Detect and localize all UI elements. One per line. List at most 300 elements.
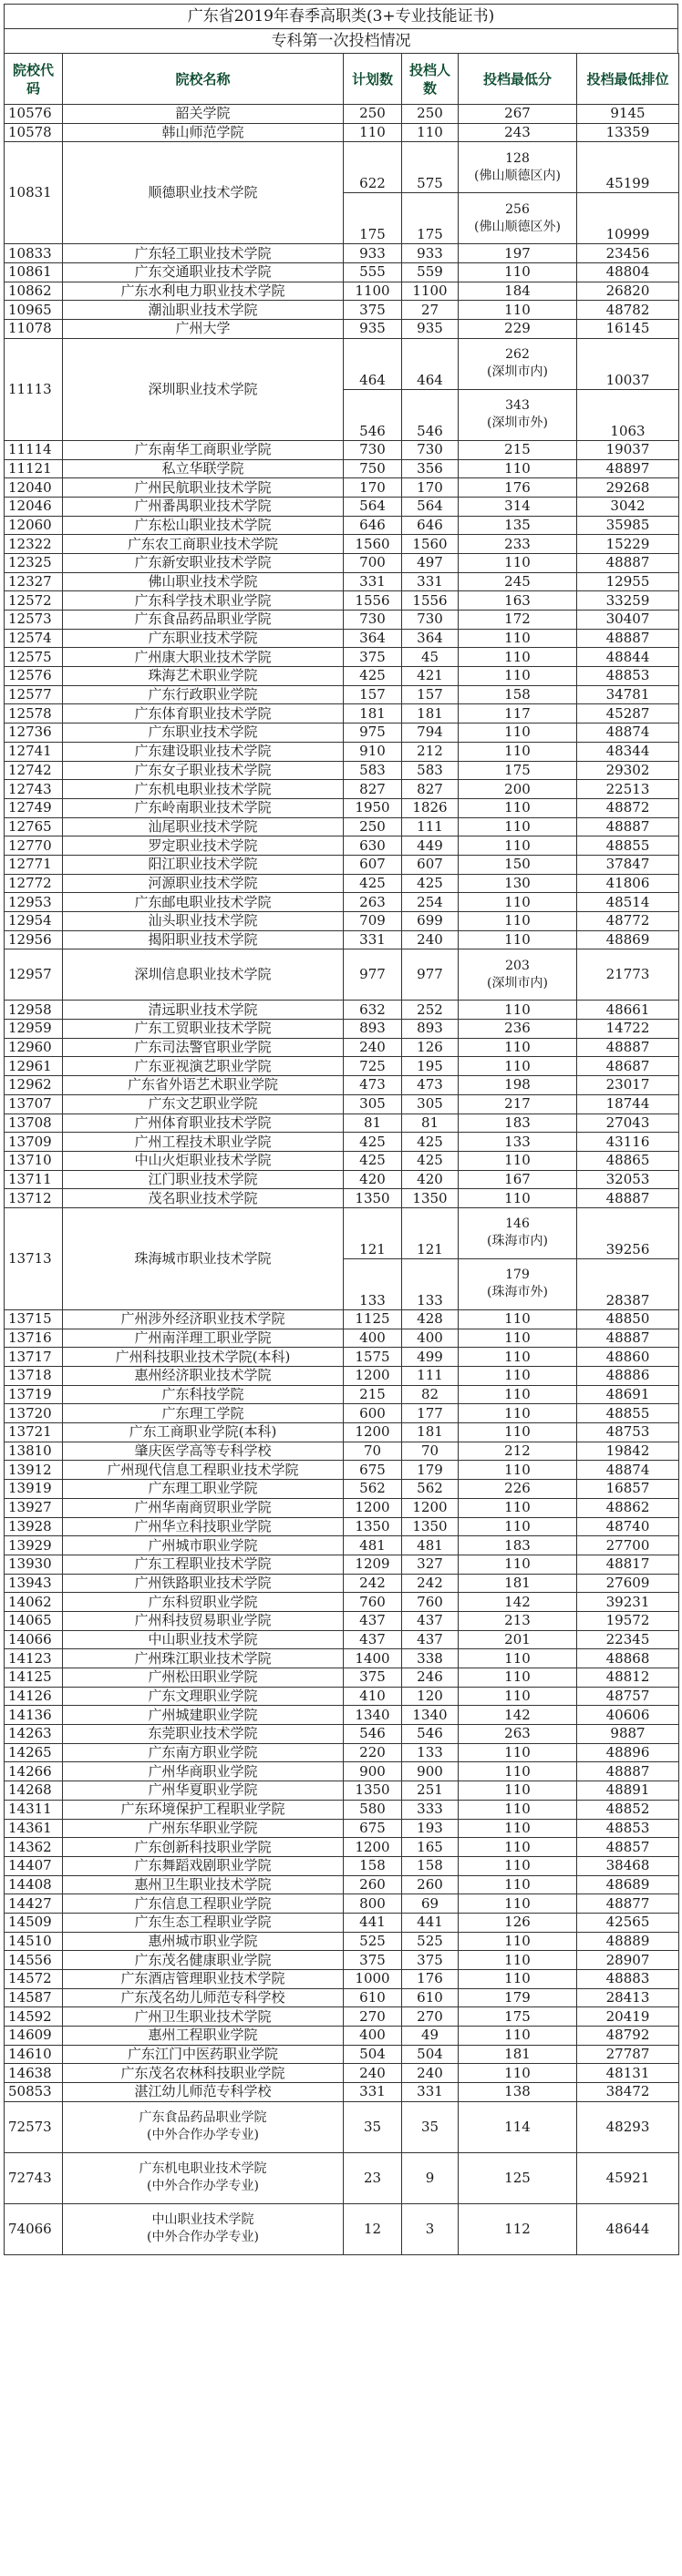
min-score: 110 bbox=[459, 893, 577, 912]
school-name: 广东南华工商职业学院 bbox=[63, 440, 344, 459]
min-rank: 48753 bbox=[577, 1423, 679, 1442]
plan-count: 81 bbox=[344, 1114, 402, 1133]
school-name: 广东生态工程职业学院 bbox=[63, 1913, 344, 1932]
admitted-count: 177 bbox=[402, 1404, 459, 1423]
table-row bbox=[5, 1894, 679, 1914]
table-row bbox=[5, 1781, 679, 1801]
school-code: 74066 bbox=[5, 2203, 63, 2254]
school-name: 广东农工商职业技术学院 bbox=[63, 535, 344, 554]
admitted-count: 111 bbox=[402, 817, 459, 836]
plan-count: 263 bbox=[344, 893, 402, 912]
school-name-value: 中山职业技术学院 bbox=[151, 2212, 254, 2228]
school-code: 10833 bbox=[5, 244, 63, 263]
plan-count: 525 bbox=[344, 1932, 402, 1951]
min-rank: 48872 bbox=[577, 798, 679, 817]
header-min-score: 投档最低分 bbox=[459, 54, 577, 105]
table-row bbox=[5, 244, 679, 263]
school-code: 14123 bbox=[5, 1649, 63, 1668]
school-code: 50853 bbox=[5, 2083, 63, 2102]
plan-count: 975 bbox=[344, 724, 402, 743]
table-row bbox=[5, 836, 679, 856]
plan-count: 240 bbox=[344, 1038, 402, 1057]
plan-count: 1125 bbox=[344, 1309, 402, 1329]
plan-count: 730 bbox=[344, 440, 402, 459]
min-score: 110 bbox=[459, 1555, 577, 1574]
min-rank: 37847 bbox=[577, 855, 679, 874]
plan-count: 562 bbox=[344, 1480, 402, 1499]
min-rank: 42565 bbox=[577, 1913, 679, 1932]
min-rank: 10999 bbox=[577, 193, 679, 244]
school-name-note: (中外合作办学专业) bbox=[147, 2230, 259, 2245]
school-code: 10831 bbox=[5, 142, 63, 244]
school-code: 13929 bbox=[5, 1536, 63, 1555]
min-score: 183 bbox=[459, 1114, 577, 1133]
min-rank: 45921 bbox=[577, 2152, 679, 2203]
plan-count: 675 bbox=[344, 1461, 402, 1480]
school-name-value: 广东机电职业技术学院 bbox=[139, 2161, 267, 2177]
table-row bbox=[5, 1038, 679, 1057]
min-rank: 33259 bbox=[577, 591, 679, 611]
min-rank: 16145 bbox=[577, 320, 679, 339]
school-code: 12572 bbox=[5, 591, 63, 611]
min-rank: 22345 bbox=[577, 1630, 679, 1649]
school-code: 12574 bbox=[5, 629, 63, 648]
min-rank: 48855 bbox=[577, 836, 679, 856]
table-row bbox=[5, 1094, 679, 1114]
plan-count: 1200 bbox=[344, 1498, 402, 1517]
school-code: 13708 bbox=[5, 1114, 63, 1133]
table-row bbox=[5, 1574, 679, 1593]
plan-count: 893 bbox=[344, 1020, 402, 1039]
min-rank: 28413 bbox=[577, 1988, 679, 2007]
school-code: 12322 bbox=[5, 535, 63, 554]
min-score bbox=[459, 389, 577, 440]
table-row bbox=[5, 1762, 679, 1781]
min-rank: 48514 bbox=[577, 893, 679, 912]
admitted-count: 575 bbox=[402, 142, 459, 193]
min-score-value: 146 bbox=[505, 1216, 530, 1232]
admitted-count: 437 bbox=[402, 1630, 459, 1649]
school-code: 12736 bbox=[5, 724, 63, 743]
plan-count: 546 bbox=[344, 1725, 402, 1744]
table-row bbox=[5, 667, 679, 686]
region-note: (珠海市内) bbox=[487, 1234, 548, 1249]
min-rank: 23456 bbox=[577, 244, 679, 263]
min-rank: 27609 bbox=[577, 1574, 679, 1593]
plan-count: 425 bbox=[344, 1151, 402, 1170]
table-row bbox=[5, 1517, 679, 1536]
school-code: 12953 bbox=[5, 893, 63, 912]
min-score: 110 bbox=[459, 1743, 577, 1762]
plan-count: 977 bbox=[344, 949, 402, 1001]
school-name: 顺德职业技术学院 bbox=[63, 142, 344, 244]
plan-count: 240 bbox=[344, 2064, 402, 2083]
min-rank: 45199 bbox=[577, 142, 679, 193]
school-name: 潮汕职业技术学院 bbox=[63, 301, 344, 320]
admitted-count: 546 bbox=[402, 389, 459, 440]
admitted-count: 583 bbox=[402, 761, 459, 780]
plan-count: 400 bbox=[344, 2027, 402, 2046]
min-rank: 14722 bbox=[577, 1020, 679, 1039]
school-code: 14610 bbox=[5, 2045, 63, 2064]
min-score: 110 bbox=[459, 263, 577, 282]
school-code: 12749 bbox=[5, 798, 63, 817]
school-code: 13718 bbox=[5, 1367, 63, 1386]
min-score: 175 bbox=[459, 2007, 577, 2027]
min-rank: 48896 bbox=[577, 1743, 679, 1762]
admitted-count: 246 bbox=[402, 1668, 459, 1688]
school-name: 广东创新科技职业学院 bbox=[63, 1838, 344, 1857]
admitted-count: 82 bbox=[402, 1385, 459, 1404]
min-rank: 41806 bbox=[577, 874, 679, 893]
school-code: 13715 bbox=[5, 1309, 63, 1329]
school-name: 中山火炬职业技术学院 bbox=[63, 1151, 344, 1170]
table-row bbox=[5, 1800, 679, 1819]
min-rank: 48691 bbox=[577, 1385, 679, 1404]
school-code: 13930 bbox=[5, 1555, 63, 1574]
school-code: 12962 bbox=[5, 1076, 63, 1095]
min-score: 184 bbox=[459, 282, 577, 301]
min-score-value: 203 bbox=[505, 958, 530, 973]
min-rank: 15229 bbox=[577, 535, 679, 554]
admitted-count: 428 bbox=[402, 1309, 459, 1329]
admitted-count: 356 bbox=[402, 459, 459, 478]
min-rank: 48874 bbox=[577, 724, 679, 743]
min-rank: 40606 bbox=[577, 1706, 679, 1725]
plan-count: 1350 bbox=[344, 1517, 402, 1536]
admitted-count: 9 bbox=[402, 2152, 459, 2203]
admitted-count: 437 bbox=[402, 1611, 459, 1630]
school-name: 广东工贸职业技术学院 bbox=[63, 1020, 344, 1039]
min-score: 110 bbox=[459, 1367, 577, 1386]
school-code: 12040 bbox=[5, 478, 63, 498]
school-name: 广东邮电职业技术学院 bbox=[63, 893, 344, 912]
min-score: 181 bbox=[459, 1574, 577, 1593]
table-row bbox=[5, 1442, 679, 1461]
min-score: 110 bbox=[459, 1800, 577, 1819]
school-code: 14587 bbox=[5, 1988, 63, 2007]
plan-count: 437 bbox=[344, 1611, 402, 1630]
document-subtitle: 专科第一次投档情况 bbox=[271, 32, 411, 50]
school-name: 广东科技学院 bbox=[63, 1385, 344, 1404]
admitted-count: 425 bbox=[402, 874, 459, 893]
min-rank: 48883 bbox=[577, 1970, 679, 1989]
admitted-count: 270 bbox=[402, 2007, 459, 2027]
min-rank: 48689 bbox=[577, 1875, 679, 1894]
school-name: 汕尾职业技术学院 bbox=[63, 817, 344, 836]
table-row bbox=[5, 817, 679, 836]
min-score: 110 bbox=[459, 1951, 577, 1970]
min-score: 233 bbox=[459, 535, 577, 554]
min-rank: 27043 bbox=[577, 1114, 679, 1133]
school-name: 汕头职业技术学院 bbox=[63, 912, 344, 931]
admitted-count: 504 bbox=[402, 2045, 459, 2064]
min-score: 198 bbox=[459, 1076, 577, 1095]
plan-count: 1350 bbox=[344, 1189, 402, 1208]
min-score: 138 bbox=[459, 2083, 577, 2102]
min-score: 125 bbox=[459, 2152, 577, 2203]
plan-count: 375 bbox=[344, 1668, 402, 1688]
table-row bbox=[5, 1536, 679, 1555]
school-code: 14062 bbox=[5, 1593, 63, 1612]
table-row bbox=[5, 1367, 679, 1386]
table-row bbox=[5, 1687, 679, 1706]
table-row bbox=[5, 761, 679, 780]
admitted-count: 607 bbox=[402, 855, 459, 874]
admitted-count: 305 bbox=[402, 1094, 459, 1114]
min-score: 150 bbox=[459, 855, 577, 874]
min-rank: 3042 bbox=[577, 497, 679, 516]
min-rank: 48757 bbox=[577, 1687, 679, 1706]
school-name: 广州珠江职业技术学院 bbox=[63, 1649, 344, 1668]
admitted-count: 1200 bbox=[402, 1498, 459, 1517]
table-row bbox=[5, 1649, 679, 1668]
plan-count: 583 bbox=[344, 761, 402, 780]
admitted-count: 240 bbox=[402, 2064, 459, 2083]
table-row bbox=[5, 1668, 679, 1688]
table-row bbox=[5, 1706, 679, 1725]
header-min-rank: 投档最低排位 bbox=[577, 54, 679, 105]
school-name: 广东女子职业技术学院 bbox=[63, 761, 344, 780]
admitted-count: 327 bbox=[402, 1555, 459, 1574]
plan-count: 133 bbox=[344, 1258, 402, 1309]
school-code: 13716 bbox=[5, 1329, 63, 1348]
table-row bbox=[5, 1593, 679, 1612]
plan-count: 610 bbox=[344, 1988, 402, 2007]
min-score: 110 bbox=[459, 629, 577, 648]
school-name: 韩山师范学院 bbox=[63, 123, 344, 142]
table-row bbox=[5, 1057, 679, 1076]
school-code: 14066 bbox=[5, 1630, 63, 1649]
school-code: 12742 bbox=[5, 761, 63, 780]
school-name: 广东新安职业技术学院 bbox=[63, 553, 344, 572]
school-name: 广州工程技术职业学院 bbox=[63, 1133, 344, 1152]
admitted-count: 70 bbox=[402, 1442, 459, 1461]
min-score: 110 bbox=[459, 553, 577, 572]
min-rank: 48887 bbox=[577, 1762, 679, 1781]
school-name: 广东文艺职业学院 bbox=[63, 1094, 344, 1114]
min-score bbox=[459, 1258, 577, 1309]
plan-count: 1400 bbox=[344, 1649, 402, 1668]
admitted-count: 242 bbox=[402, 1574, 459, 1593]
admitted-count: 170 bbox=[402, 478, 459, 498]
min-score-value: 179 bbox=[505, 1267, 530, 1283]
plan-count: 464 bbox=[344, 338, 402, 389]
admitted-count: 893 bbox=[402, 1020, 459, 1039]
school-name: 中山职业技术学院 bbox=[63, 1630, 344, 1649]
school-code: 11121 bbox=[5, 459, 63, 478]
plan-count: 181 bbox=[344, 704, 402, 724]
min-score: 110 bbox=[459, 912, 577, 931]
school-code: 12577 bbox=[5, 685, 63, 704]
school-code: 14427 bbox=[5, 1894, 63, 1914]
table-row bbox=[5, 1329, 679, 1348]
plan-count: 70 bbox=[344, 1442, 402, 1461]
min-rank: 48865 bbox=[577, 1151, 679, 1170]
school-code: 14311 bbox=[5, 1800, 63, 1819]
admitted-count: 260 bbox=[402, 1875, 459, 1894]
table-row bbox=[5, 1423, 679, 1442]
region-note: (佛山顺德区外) bbox=[474, 219, 561, 234]
admitted-count: 331 bbox=[402, 572, 459, 591]
admitted-count: 252 bbox=[402, 1001, 459, 1020]
plan-count: 175 bbox=[344, 193, 402, 244]
school-name: 广东交通职业技术学院 bbox=[63, 263, 344, 282]
table-row bbox=[5, 1611, 679, 1630]
plan-count: 375 bbox=[344, 648, 402, 667]
admitted-count: 45 bbox=[402, 648, 459, 667]
min-rank: 48891 bbox=[577, 1781, 679, 1801]
school-name: 广东亚视演艺职业学院 bbox=[63, 1057, 344, 1076]
admitted-count: 338 bbox=[402, 1649, 459, 1668]
school-code: 14136 bbox=[5, 1706, 63, 1725]
admitted-count: 133 bbox=[402, 1258, 459, 1309]
admitted-count: 497 bbox=[402, 553, 459, 572]
school-name: 茂名职业技术学院 bbox=[63, 1189, 344, 1208]
admitted-count: 610 bbox=[402, 1988, 459, 2007]
table-row bbox=[5, 1114, 679, 1133]
school-name: 广州城市职业学院 bbox=[63, 1536, 344, 1555]
min-score: 243 bbox=[459, 123, 577, 142]
table-row bbox=[5, 2083, 679, 2102]
min-score: 197 bbox=[459, 244, 577, 263]
school-name bbox=[63, 2152, 344, 2203]
school-code: 13810 bbox=[5, 1442, 63, 1461]
table-row bbox=[5, 1630, 679, 1649]
region-note: (深圳市内) bbox=[487, 364, 548, 380]
school-name: 广东茂名健康职业学院 bbox=[63, 1951, 344, 1970]
table-row bbox=[5, 263, 679, 282]
school-name: 河源职业技术学院 bbox=[63, 874, 344, 893]
table-row bbox=[5, 105, 679, 124]
admitted-count: 794 bbox=[402, 724, 459, 743]
school-name: 广东科学技术职业学院 bbox=[63, 591, 344, 611]
school-name: 珠海艺术职业学院 bbox=[63, 667, 344, 686]
min-rank: 48897 bbox=[577, 459, 679, 478]
admitted-count: 1556 bbox=[402, 591, 459, 611]
table-row bbox=[5, 855, 679, 874]
table-row bbox=[5, 611, 679, 630]
school-code: 14265 bbox=[5, 1743, 63, 1762]
school-name: 广东科贸职业学院 bbox=[63, 1593, 344, 1612]
plan-count: 158 bbox=[344, 1856, 402, 1875]
school-name: 江门职业技术学院 bbox=[63, 1170, 344, 1189]
table-row bbox=[5, 1385, 679, 1404]
admitted-count: 464 bbox=[402, 338, 459, 389]
plan-count: 580 bbox=[344, 1800, 402, 1819]
min-rank: 29302 bbox=[577, 761, 679, 780]
table-row bbox=[5, 1856, 679, 1875]
admitted-count: 1350 bbox=[402, 1189, 459, 1208]
admitted-count: 35 bbox=[402, 2101, 459, 2152]
min-rank: 48889 bbox=[577, 1932, 679, 1951]
admitted-count: 250 bbox=[402, 105, 459, 124]
region-note: (深圳市外) bbox=[487, 416, 548, 431]
school-name: 肇庆医学高等专科学校 bbox=[63, 1442, 344, 1461]
school-code: 10861 bbox=[5, 263, 63, 282]
table-row bbox=[5, 282, 679, 301]
table-row bbox=[5, 301, 679, 320]
school-code: 72743 bbox=[5, 2152, 63, 2203]
school-code: 12573 bbox=[5, 611, 63, 630]
min-score: 110 bbox=[459, 1838, 577, 1857]
table-row bbox=[5, 1951, 679, 1970]
school-name: 广州科技职业技术学院(本科) bbox=[63, 1348, 344, 1367]
admitted-count: 27 bbox=[402, 301, 459, 320]
plan-count: 250 bbox=[344, 105, 402, 124]
school-name: 广州铁路职业技术学院 bbox=[63, 1574, 344, 1593]
school-name: 罗定职业技术学院 bbox=[63, 836, 344, 856]
min-rank: 9145 bbox=[577, 105, 679, 124]
plan-count: 1340 bbox=[344, 1706, 402, 1725]
school-code: 14572 bbox=[5, 1970, 63, 1989]
min-score: 200 bbox=[459, 780, 577, 799]
min-score: 110 bbox=[459, 667, 577, 686]
school-code: 11113 bbox=[5, 338, 63, 440]
plan-count: 709 bbox=[344, 912, 402, 931]
min-rank: 19572 bbox=[577, 1611, 679, 1630]
min-score: 110 bbox=[459, 1932, 577, 1951]
min-rank: 48844 bbox=[577, 648, 679, 667]
min-score: 176 bbox=[459, 478, 577, 498]
region-note: (佛山顺德区内) bbox=[474, 168, 561, 183]
table-row bbox=[5, 1555, 679, 1574]
admitted-count: 1350 bbox=[402, 1517, 459, 1536]
table-row bbox=[5, 930, 679, 949]
school-code: 13710 bbox=[5, 1151, 63, 1170]
school-name: 清远职业技术学院 bbox=[63, 1001, 344, 1020]
school-code: 11078 bbox=[5, 320, 63, 339]
school-name: 广东松山职业技术学院 bbox=[63, 516, 344, 535]
school-name: 广州民航职业技术学院 bbox=[63, 478, 344, 498]
school-code: 12770 bbox=[5, 836, 63, 856]
school-name: 珠海城市职业技术学院 bbox=[63, 1207, 344, 1309]
min-rank: 48887 bbox=[577, 553, 679, 572]
admitted-count: 760 bbox=[402, 1593, 459, 1612]
school-code: 14362 bbox=[5, 1838, 63, 1857]
school-code: 13927 bbox=[5, 1498, 63, 1517]
plan-count: 242 bbox=[344, 1574, 402, 1593]
min-rank: 48293 bbox=[577, 2101, 679, 2152]
plan-count: 331 bbox=[344, 2083, 402, 2102]
school-code: 14266 bbox=[5, 1762, 63, 1781]
admitted-count: 473 bbox=[402, 1076, 459, 1095]
plan-count: 110 bbox=[344, 123, 402, 142]
table-row bbox=[5, 1498, 679, 1517]
school-code: 13712 bbox=[5, 1189, 63, 1208]
min-score: 179 bbox=[459, 1988, 577, 2007]
plan-count: 331 bbox=[344, 572, 402, 591]
admitted-count: 699 bbox=[402, 912, 459, 931]
min-score: 110 bbox=[459, 2027, 577, 2046]
plan-count: 564 bbox=[344, 497, 402, 516]
min-rank: 48855 bbox=[577, 1404, 679, 1423]
table-row bbox=[5, 1913, 679, 1932]
plan-count: 425 bbox=[344, 874, 402, 893]
min-score bbox=[459, 1207, 577, 1258]
school-code: 14125 bbox=[5, 1668, 63, 1688]
school-code: 14510 bbox=[5, 1932, 63, 1951]
min-rank: 30407 bbox=[577, 611, 679, 630]
header-count: 投档人数 bbox=[402, 54, 459, 105]
table-row bbox=[5, 1480, 679, 1499]
school-name: 广州华商职业学院 bbox=[63, 1762, 344, 1781]
plan-count: 607 bbox=[344, 855, 402, 874]
school-name: 广东理工学院 bbox=[63, 1404, 344, 1423]
table-row bbox=[5, 874, 679, 893]
plan-count: 504 bbox=[344, 2045, 402, 2064]
min-rank: 48887 bbox=[577, 1329, 679, 1348]
